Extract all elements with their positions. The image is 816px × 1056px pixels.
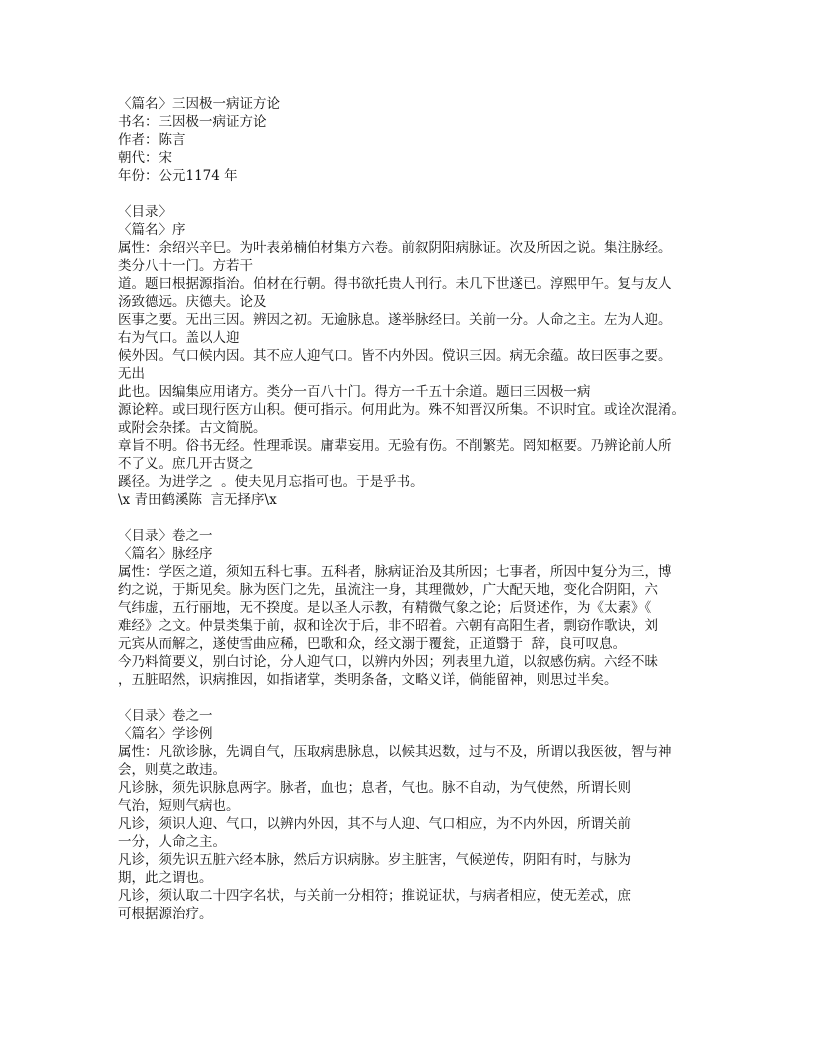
text-line: 〈篇名〉学诊例 — [118, 726, 213, 742]
text-line: 〈目录〉 — [118, 204, 172, 220]
text-line: 蹊径。为进学之 。使夫见月忘指可也。于是乎书。 — [118, 474, 424, 490]
text-line: \x 青田鹤溪陈 言无择序\x — [118, 492, 277, 508]
text-line: 医事之要。无出三因。辨因之初。无逾脉息。遂举脉经曰。关前一分。人命之主。左为人迎。 — [118, 312, 672, 328]
text-line: 属性：凡欲诊脉，先调自气，压取病患脉息，以候其迟数，过与不及，所谓以我医彼，智与神 — [118, 744, 672, 760]
text-line: 可根据源治疗。 — [118, 906, 213, 922]
section-spacer — [118, 689, 685, 707]
text-line: 会，则莫之敢违。 — [118, 762, 226, 778]
document-page — [118, 95, 685, 923]
text-line: 〈篇名〉三因极一病证方论 — [118, 96, 280, 112]
text-line: 属性：学医之道，须知五科七事。五科者，脉病证治及其所因；七事者，所因中复分为三，博 — [118, 564, 672, 580]
text-line: 属性：余绍兴辛巳。为叶表弟楠伯材集方六卷。前叙阴阳病脉证。次及所因之说。集注脉经。 — [118, 240, 672, 256]
document-section — [118, 527, 685, 689]
text-line: 一分，人命之主。 — [118, 834, 226, 850]
text-line: 气纬虚，五行丽地，无不揆度。是以圣人示教，有精微气象之论；后贤述作，为《太素》《 — [118, 600, 652, 616]
text-line: 今乃料简要义，别白讨论，分人迎气口，以辨内外因；列表里九道，以叙感伤病。六经不昧 — [118, 654, 658, 670]
document-section — [118, 203, 685, 509]
section-spacer — [118, 185, 685, 203]
text-line: 此也。因编集应用诸方。类分一百八十门。得方一千五十余道。题曰三因极一病 — [118, 384, 591, 400]
text-line: 难经》之文。仲景类集于前，叔和诠次于后，非不昭着。六朝有高阳生者，剽窃作歌诀，刘 — [118, 618, 658, 634]
text-line: 〈篇名〉脉经序 — [118, 546, 213, 562]
text-line: ，五脏昭然，识病推因，如指诸掌，类明条备，文略义详，倘能留神，则思过半矣。 — [118, 672, 618, 688]
text-line: 或附会杂揉。古文简脱。 — [118, 420, 267, 436]
text-line: 元宾从而解之，遂使雪曲应稀，巴歌和众，经文溺于覆瓮，正道翳于 辞，良可叹息。 — [118, 636, 627, 652]
text-line: 凡诊，须识人迎、气口，以辨内外因，其不与人迎、气口相应，为不内外因，所谓关前 — [118, 816, 631, 832]
text-line: 汤致德远。庆德夫。论及 — [118, 294, 267, 310]
text-line: 无出 — [118, 366, 145, 382]
text-line: 气治，短则气病也。 — [118, 798, 240, 814]
text-line: 约之说，于斯见矣。脉为医门之先，虽流注一身，其理微妙，广大配天地，变化合阴阳，六 — [118, 582, 658, 598]
text-line: 作者：陈言 — [118, 132, 186, 148]
document-section — [118, 707, 685, 923]
text-line: 〈目录〉卷之一 — [118, 708, 213, 724]
section-spacer — [118, 509, 685, 527]
text-line: 类分八十一门。方若干 — [118, 258, 253, 274]
text-line: 凡诊，须先识五脏六经本脉，然后方识病脉。岁主脏害，气候逆传，阴阳有时，与脉为 — [118, 852, 631, 868]
text-line: 不了义。庶几开古贤之 — [118, 456, 253, 472]
text-line: 凡诊脉，须先识脉息两字。脉者，血也；息者，气也。脉不自动，为气使然，所谓长则 — [118, 780, 631, 796]
text-line: 期，此之谓也。 — [118, 870, 213, 886]
text-line: 章旨不明。俗书无经。性理乖误。庸辈妄用。无验有伤。不削繁芜。罔知枢要。乃辨论前人所 — [118, 438, 672, 454]
text-line: 源论粹。或曰现行医方山积。便可指示。何用此为。殊不知晋汉所集。不识时宜。或诠次混淆。 — [118, 402, 685, 418]
text-line: 道。题曰根据源指治。伯材在行朝。得书欲托贵人刊行。未几下世遂已。淳熙甲午。复与友人 — [118, 276, 672, 292]
text-line: 候外因。气口候内因。其不应人迎气口。皆不内外因。傥识三因。病无余蕴。故曰医事之要。 — [118, 348, 672, 364]
text-line: 书名：三因极一病证方论 — [118, 114, 267, 130]
text-line: 朝代：宋 — [118, 150, 172, 166]
document-section — [118, 95, 685, 185]
text-line: 〈目录〉卷之一 — [118, 528, 213, 544]
text-line: 凡诊，须认取二十四字名状，与关前一分相符；推说证状，与病者相应，使无差忒，庶 — [118, 888, 631, 904]
text-line: 右为气口。盖以人迎 — [118, 330, 240, 346]
text-line: 年份：公元1174 年 — [118, 168, 238, 184]
text-line: 〈篇名〉序 — [118, 222, 186, 238]
